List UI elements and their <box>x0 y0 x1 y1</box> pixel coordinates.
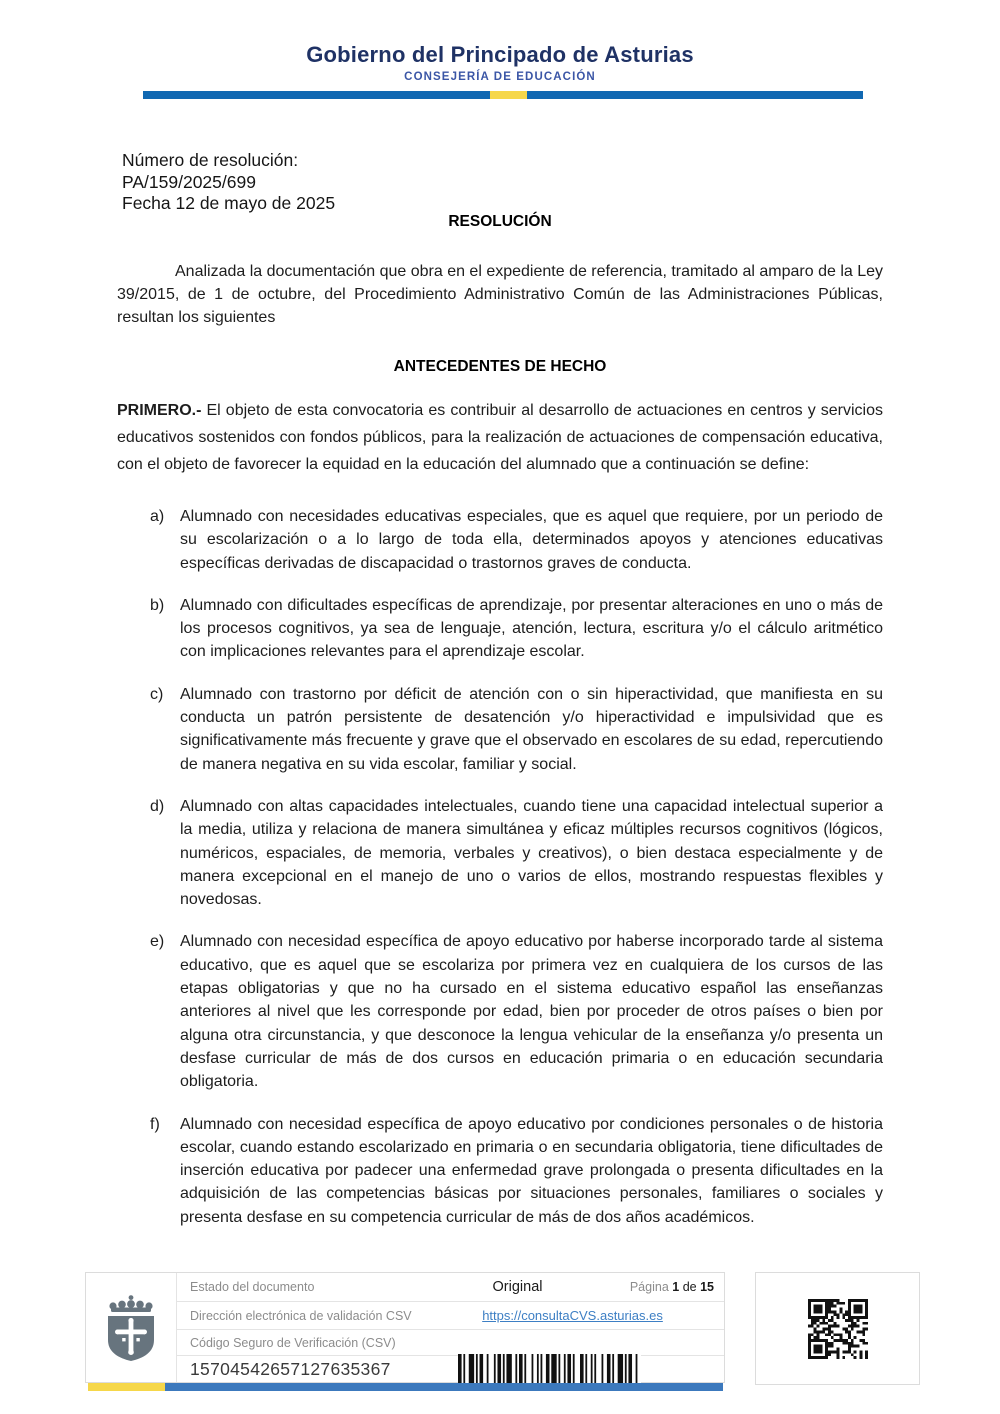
csv-link-wrap <box>431 1307 714 1325</box>
validation-footer <box>85 1272 725 1383</box>
resolution-number-value: PA/159/2025/699 <box>122 171 256 192</box>
list-item-letter: e) <box>150 933 165 951</box>
primero-text: El objeto de esta convocatoria es contribuir al desarrollo de actuaciones en centros y servicios educativos sostenidos con fondos públicos, para la realización de actuaciones de compensación educativa, con el objeto de favorecer la equidad en la educación del alumnado que a continuación se define: <box>117 402 883 473</box>
list-item-text: Alumnado con necesidades educativas especiales, que es aquel que requiere, por un periodo de su escolarización o a lo largo de toda ella, determinados apoyos y atenciones educativas específicas derivadas de discapacidad o trastornos graves de conducta. <box>180 508 883 572</box>
doc-body <box>117 260 883 1248</box>
list-item-text: Alumnado con trastorno por déficit de atención con o sin hiperactividad, que manifiesta en su conducta un patrón persistente de desatención y/o hiperactividad e impulsividad que es significativamente más frecuente y grave que el observado en escolares de su edad, repercutiendo de manera negativa en su vida escolar, familiar y social. <box>180 685 883 773</box>
csv-code-row <box>177 1356 724 1382</box>
crest-column <box>86 1273 177 1382</box>
letter-list <box>117 505 883 1229</box>
footer-rows <box>177 1273 724 1382</box>
resolution-meta <box>122 150 335 215</box>
estado-label: Estado del documento <box>190 1280 315 1294</box>
list-item <box>150 683 883 776</box>
doc-title: RESOLUCIÓN <box>448 213 552 230</box>
csv-validation-link[interactable]: https://consultaCVS.asturias.es <box>482 1307 663 1323</box>
page-label: Página <box>629 1280 669 1294</box>
estado-row <box>177 1273 724 1302</box>
resolution-date: Fecha 12 de mayo de 2025 <box>122 193 336 213</box>
list-item-text: Alumnado con necesidad específica de apoyo educativo por haberse incorporado tarde al sistema educativo, que es aquel que se escolariza por primera vez en cualquiera de los cursos de las etapas obligatorias y que no ha cursado en el sistema educativo español las enseñanzas anteriores al nivel que les corresponde por edad, bien por proceder de otros países o bien por alguna otra circunstancia, y que desconoce la lengua vehicular de la enseñanza y/o presenta un desfase curricular de más de dos cursos en educación primaria o en educación secundaria obligatoria. <box>180 933 883 1091</box>
resolution-number-label: Número de resolución: <box>122 150 299 170</box>
csv-code-value: 15704542657127635367 <box>190 1358 391 1379</box>
bar-yellow-segment <box>88 1383 165 1391</box>
qr-code-box <box>755 1272 920 1385</box>
header <box>0 0 1000 83</box>
asturias-crest-icon <box>105 1295 157 1361</box>
barcode-graphic <box>458 1354 641 1384</box>
list-item <box>150 930 883 1093</box>
list-item-letter: b) <box>150 596 165 614</box>
csv-code-label-row <box>177 1330 724 1356</box>
csv-url-row <box>177 1302 724 1330</box>
intro-paragraph: Analizada la documentación que obra en el expediente de referencia, tramitado al amparo de la Ley 39/2015, de 1 de octubre, del Procedimiento Administrativo Común de las Administraciones Públicas, resultan los siguientes <box>117 263 884 326</box>
list-item <box>150 1113 883 1229</box>
page-sep: de <box>682 1280 697 1294</box>
bar-yellow-segment <box>490 91 527 99</box>
list-item-text: Alumnado con dificultades específicas de aprendizaje, por presentar alteraciones en uno o más de los procesos cognitivos, ya sea de lenguaje, atención, lectura, escritura y/o el cálculo aritmético con implicaciones relevantes para el aprendizaje escolar. <box>180 596 883 661</box>
primero-paragraph <box>117 397 883 478</box>
csv-code-label: Código Seguro de Verificación (CSV) <box>190 1335 396 1350</box>
section-heading: ANTECEDENTES DE HECHO <box>393 358 607 375</box>
bar-blue-segment <box>527 91 863 99</box>
gov-subtitle: CONSEJERÍA DE EDUCACIÓN <box>404 71 596 83</box>
list-item <box>150 505 883 575</box>
list-item-letter: f) <box>150 1115 160 1133</box>
list-item <box>150 594 883 664</box>
page-current: 1 <box>672 1280 680 1294</box>
bar-blue-segment <box>165 1383 723 1391</box>
barcode <box>458 1354 641 1384</box>
gov-title: Gobierno del Principado de Asturias <box>306 42 694 67</box>
footer-divider-bar <box>88 1383 723 1391</box>
list-item-text: Alumnado con altas capacidades intelectuales, cuando tiene una capacidad intelectual superior a la media, utiliza y relaciona de manera simultánea y eficaz múltiples recursos cognitivos (lógicos, numéricos, espaciales, de memoria, verbales y creativos), o bien destaca especialmente y de manera excepcional en el manejo de uno o varios de ellos, mostrando respuestas flexibles y novedosas. <box>180 797 883 909</box>
list-item-text: Alumnado con necesidad específica de apoyo educativo por condiciones personales o de historia escolar, cuando estando escolarizado en primaria o en secundaria obligatoria, tiene dificultades de inserción educativa por padecer una enfermedad grave prolongada o presenta dificultades en la adquisición de las competencias básicas por situaciones personales, familiares o sociales y presenta desfase en su competencia curricular de más de dos años académicos. <box>180 1115 883 1226</box>
primero-label: PRIMERO.- <box>117 402 202 419</box>
page-indicator <box>604 1280 714 1294</box>
list-item-letter: a) <box>150 508 165 525</box>
list-item-letter: d) <box>150 797 165 815</box>
estado-value: Original <box>492 1279 543 1295</box>
list-item <box>150 795 883 911</box>
csv-dir-label: Dirección electrónica de validación CSV <box>190 1308 412 1323</box>
page-total: 15 <box>700 1280 714 1294</box>
qr-code <box>808 1299 868 1359</box>
list-item-letter: c) <box>150 685 164 703</box>
bar-blue-segment <box>143 91 490 99</box>
header-divider-bar <box>143 91 863 99</box>
